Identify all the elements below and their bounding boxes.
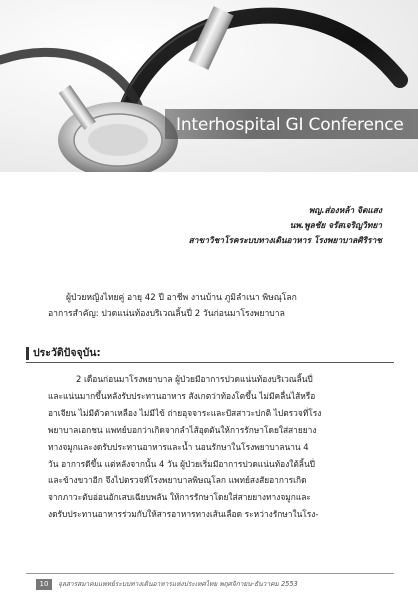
section-heading (26, 344, 394, 363)
stethoscope-icon (0, 0, 418, 172)
page-number: 10 (36, 579, 52, 590)
paragraph-line: ทางจมูกและงดรับประทานอาหารและน้ำ นอนรักษาในโรงพยาบาลนาน 4 (48, 441, 309, 452)
paragraph-line: งดรับประทานอาหารร่วมกับให้สารอาหารทางเส้นเลือด ระหว่างรักษาในโรง- (48, 509, 319, 520)
page-title: Interhospital GI Conference (176, 115, 404, 135)
footer-divider (26, 573, 394, 574)
journal-footer: จุลสารสมาคมแพทย์ระบบทางเดินอาหารแห่งประเทศไทย พฤศจิกายน-ธันวาคม 2553 (58, 580, 298, 588)
author-name: นพ.พูลชัย จรัสเจริญวิทยา (289, 220, 382, 230)
author-name: พญ.ส่องหล้า จิตแสง (308, 205, 382, 215)
chief-complaint: อาการสำคัญ: ปวดแน่นท้องบริเวณลิ้นปี่ 2 วันก่อนมาโรงพยาบาล (48, 308, 285, 319)
patient-info: ผู้ป่วยหญิงไทยคู่ อายุ 42 ปี อาชีพ งานบ้าน ภูมิลำเนา พิษณุโลก (66, 293, 297, 303)
author-block (52, 203, 382, 248)
author-affiliation: สาขาวิชาโรคระบบทางเดินอาหาร โรงพยาบาลศิริราช (188, 235, 382, 245)
paragraph-line: จากภาวะตับอ่อนอักเสบเฉียบพลัน ให้การรักษาโดยใส่สายยางทางจมูกและ (48, 492, 311, 503)
section-title: ประวัติปัจจุบัน: (33, 347, 101, 359)
paragraph-line: อาเจียน ไม่มีตัวตาเหลือง ไม่มีไข้ ถ่ายอุจจาระและปัสสาวะปกติ ไปตรวจที่โรง (48, 407, 322, 418)
paragraph-line: พยาบาลเอกชน แพทย์บอกว่าเกิดจากลำไส้อุดตันให้การรักษาโดยใส่สายยาง (48, 424, 317, 435)
paragraph-line: วัน อาการดีขึ้น แต่หลังจากนั้น 4 วัน ผู้ป่วยเริ่มมีอาการปวดแน่นท้องใต้ลิ้นปี่ (48, 458, 315, 469)
case-intro (48, 291, 394, 322)
header-image (0, 0, 418, 172)
paragraph-line: 2 เดือนก่อนมาโรงพยาบาล ผู้ป่วยมีอาการปวดแน่นท้องบริเวณลิ้นปี่ (76, 374, 313, 384)
history-paragraph (48, 371, 394, 523)
section-marker (26, 347, 29, 360)
paragraph-line: และแน่นมากขึ้นหลังรับประทานอาหาร สังเกตว่าท้องโตขึ้น ไม่มีคลื่นไส้หรือ (48, 390, 316, 401)
paragraph-line: และข้างขวาอีก จึงไปตรวจที่โรงพยาบาลพิษณุโลก แพทย์สงสัยอาการเกิด (48, 475, 307, 486)
